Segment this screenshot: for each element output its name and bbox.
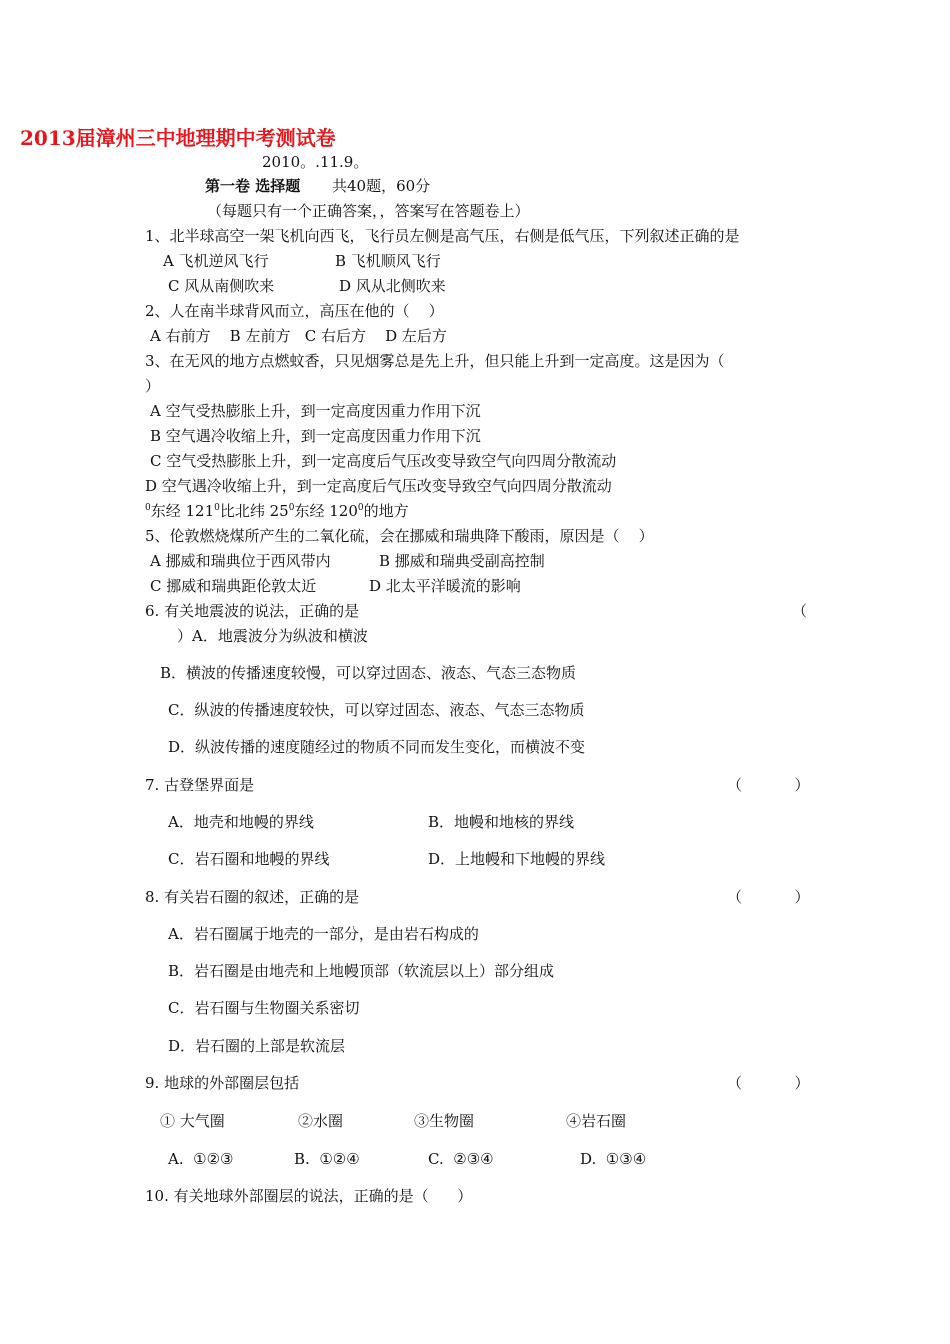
question-7-option-b: B．地幔和地核的界线 <box>428 813 575 831</box>
question-8-option-b: B．岩石圈是由地壳和上地幔顶部（软流层以上）部分组成 <box>168 962 555 980</box>
question-9-option-a: A. ①②③ <box>168 1150 234 1168</box>
question-6-option-a: ）A．地震波分为纵波和横波 <box>177 627 368 645</box>
document-title: 2013届漳州三中地理期中考测试卷 <box>20 126 336 150</box>
question-3-option-b: B 空气遇冷收缩上升，到一定高度因重力作用下沉 <box>150 427 481 445</box>
question-5-option-b: B 挪威和瑞典受副高控制 <box>379 552 545 570</box>
question-8-option-c: C．岩石圈与生物圈关系密切 <box>168 999 360 1017</box>
question-9-option-d: D. ①③④ <box>580 1150 647 1168</box>
question-8-option-d: D．岩石圈的上部是软流层 <box>168 1037 346 1055</box>
question-7-option-d: D．上地幔和下地幔的界线 <box>428 850 606 868</box>
question-4-fragment <box>145 501 409 521</box>
instruction-text: （每题只有一个正确答案，，答案写在答题卷上） <box>207 202 530 220</box>
q4-part-3: 东经 120 <box>294 502 358 520</box>
question-3-option-a: A 空气受热膨胀上升，到一定高度因重力作用下沉 <box>150 402 481 420</box>
question-9-stem: 9. 地球的外部圈层包括 <box>145 1074 300 1092</box>
question-1-option-b: B 飞机顺风飞行 <box>335 252 441 270</box>
question-5-option-d: D 北太平洋暖流的影响 <box>369 577 521 595</box>
question-10-stem: 10. 有关地球外部圈层的说法，正确的是（ ） <box>145 1187 473 1205</box>
q4-part-2: 比北纬 25 <box>219 502 289 520</box>
degree-mark: 0 <box>357 503 364 513</box>
question-3-stem: 3、在无风的地方点燃蚊香，只见烟雾总是先上升，但只能上升到一定高度。这是因为（ <box>145 352 725 370</box>
question-9-item-4: ④岩石圈 <box>566 1112 627 1130</box>
question-9-answer-paren: （ ） <box>727 1074 810 1092</box>
question-7-option-a: A．地壳和地幔的界线 <box>168 813 314 831</box>
question-6-answer-paren: （ <box>792 602 808 620</box>
q4-part-1: 东经 121 <box>150 502 215 520</box>
question-5-option-c: C 挪威和瑞典距伦敦太近 <box>150 577 317 595</box>
question-3-option-c: C 空气受热膨胀上升，到一定高度后气压改变导致空气向四周分散流动 <box>150 452 617 470</box>
question-8-stem: 8. 有关岩石圈的叙述，正确的是 <box>145 888 360 906</box>
question-3-option-d: D 空气遇冷收缩上升，到一定高度后气压改变导致空气向四周分散流动 <box>145 477 612 495</box>
question-2-options: A 右前方 B 左前方 C 右后方 D 左后方 <box>150 327 447 345</box>
question-9-item-1: ① 大气圈 <box>160 1112 225 1130</box>
question-3-stem-end: ） <box>145 377 161 395</box>
question-6-option-d: D．纵波传播的速度随经过的物质不同而发生变化，而横波不变 <box>168 738 586 756</box>
question-8-answer-paren: （ ） <box>727 888 810 906</box>
degree-mark: 0 <box>288 503 295 513</box>
question-1-stem: 1、北半球高空一架飞机向西飞，飞行员左侧是高气压，右侧是低气压，下列叙述正确的是 <box>145 227 740 245</box>
question-9-item-2: ②水圈 <box>298 1112 344 1130</box>
section-info: 共40题，60分 <box>332 177 431 195</box>
question-5-option-a: A 挪威和瑞典位于西风带内 <box>150 552 331 570</box>
question-1-option-d: D 风从北侧吹来 <box>339 277 446 295</box>
q4-part-4: 的地方 <box>363 502 409 520</box>
question-9-item-3: ③生物圈 <box>414 1112 475 1130</box>
question-6-option-c: C．纵波的传播速度较快，可以穿过固态、液态、气态三态物质 <box>168 701 585 719</box>
exam-date: 2010。.11.9。 <box>262 153 369 171</box>
question-6-stem: 6. 有关地震波的说法，正确的是 <box>145 602 360 620</box>
question-7-answer-paren: （ ） <box>727 776 810 794</box>
question-8-option-a: A．岩石圈属于地壳的一部分，是由岩石构成的 <box>168 925 479 943</box>
question-1-option-c: C 风从南侧吹来 <box>168 277 275 295</box>
question-2-stem: 2、人在南半球背风而立，高压在他的（ ） <box>145 302 444 320</box>
degree-mark: 0 <box>145 503 151 513</box>
question-1-option-a: A 飞机逆风飞行 <box>163 252 269 270</box>
question-9-option-c: C. ②③④ <box>428 1150 494 1168</box>
question-5-stem: 5、伦敦燃烧煤所产生的二氧化硫，会在挪威和瑞典降下酸雨，原因是（ ） <box>145 527 654 545</box>
section-name: 第一卷 选择题 <box>205 177 301 195</box>
question-7-stem: 7. 古登堡界面是 <box>145 776 255 794</box>
question-7-option-c: C．岩石圈和地幔的界线 <box>168 850 330 868</box>
degree-mark: 0 <box>214 503 220 513</box>
question-6-option-b: B．横波的传播速度较慢，可以穿过固态、液态、气态三态物质 <box>160 664 577 682</box>
question-9-option-b: B. ①②④ <box>294 1150 360 1168</box>
